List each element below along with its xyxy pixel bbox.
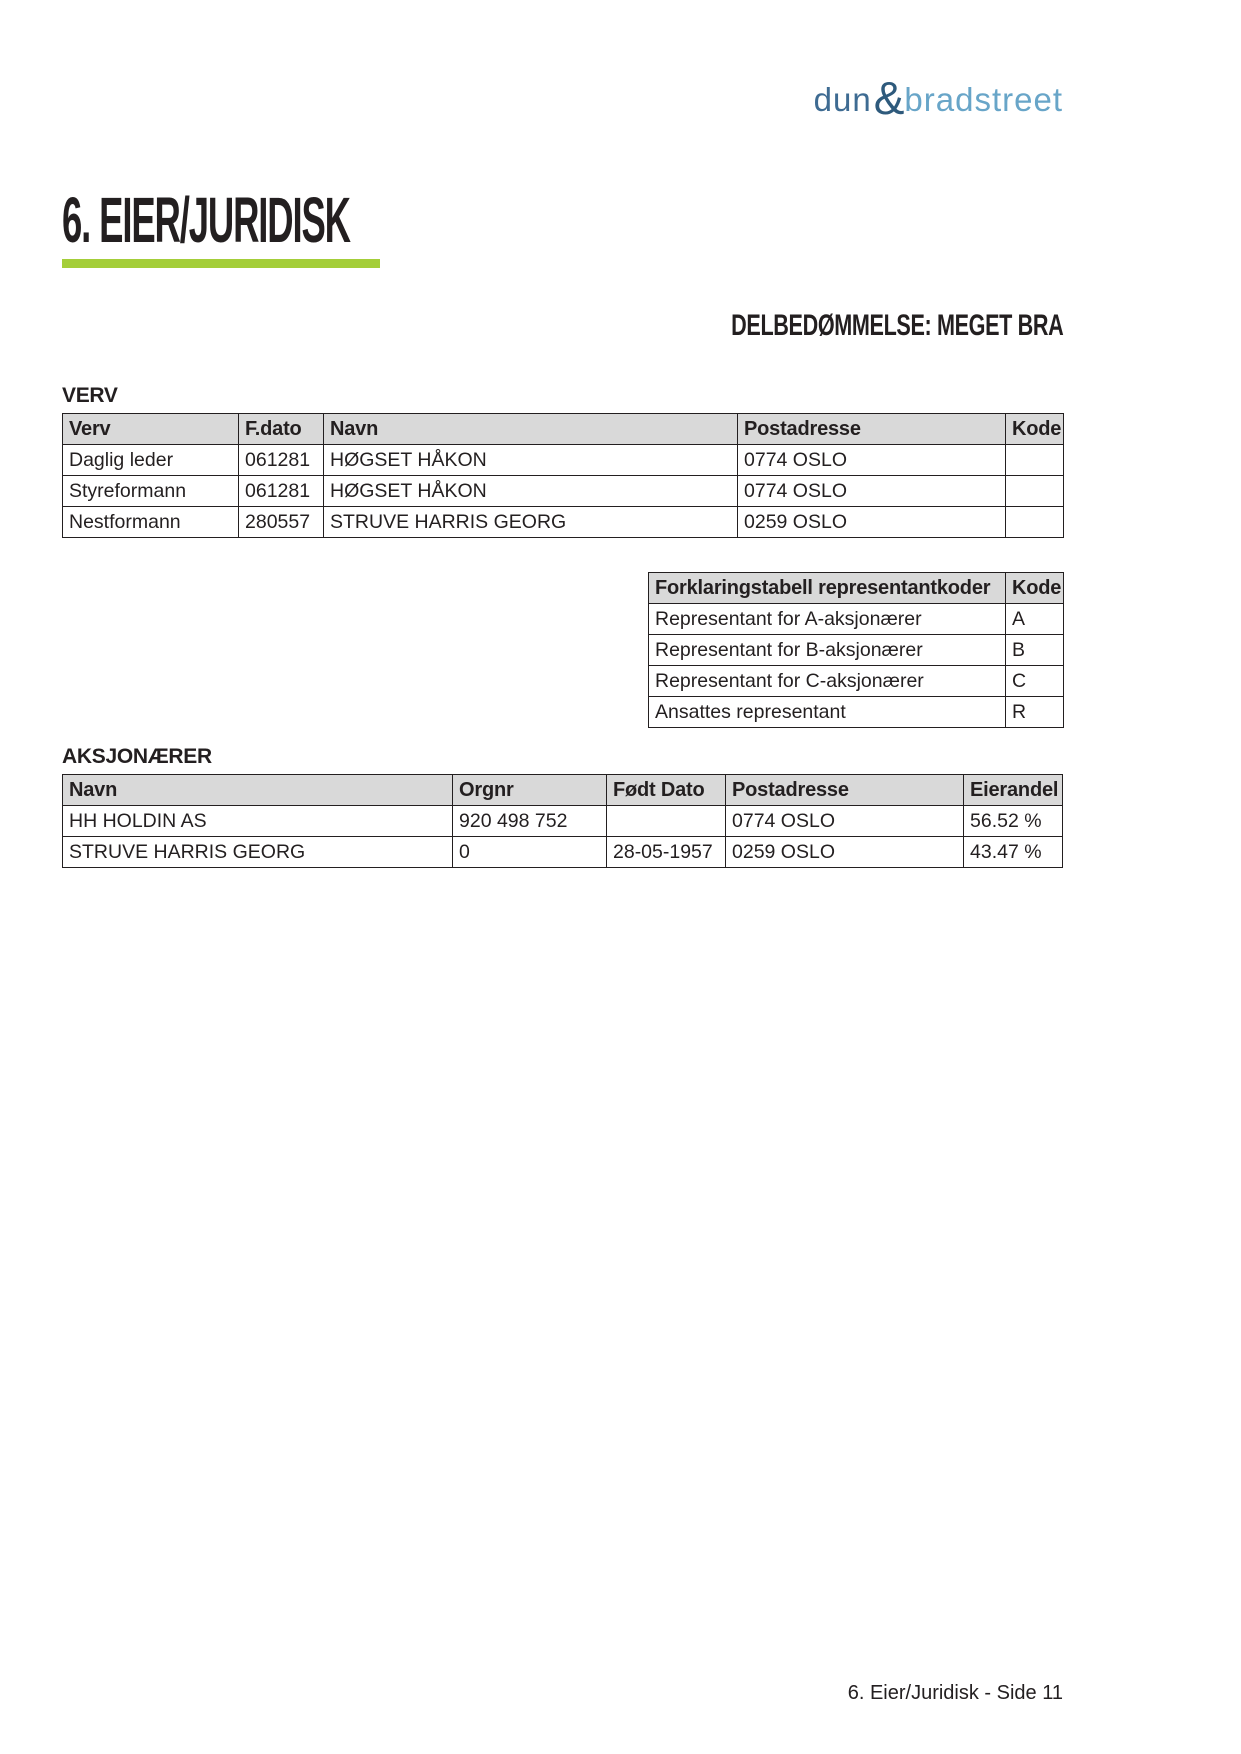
table-cell [1006,507,1064,538]
table-cell: A [1006,604,1064,635]
table-row [649,697,1064,728]
section-label-verv: VERV [62,384,118,407]
column-header: Kode [1006,573,1064,604]
table-cell: 0259 OSLO [726,837,964,868]
table-cell [1006,476,1064,507]
representative-codes-table [648,572,1064,728]
table-cell: B [1006,635,1064,666]
table-cell: 28-05-1957 [607,837,726,868]
codes-header-row [649,573,1064,604]
table-cell: 43.47 % [964,837,1063,868]
page-footer: 6. Eier/Juridisk - Side 11 [847,1682,1063,1704]
table-cell: 0774 OSLO [726,806,964,837]
table-row [63,476,1064,507]
logo-bradstreet-text: bradstreet [904,81,1063,118]
column-header: Orgnr [453,775,607,806]
table-cell: 0774 OSLO [738,445,1006,476]
column-header: Kode [1006,414,1064,445]
table-cell: HØGSET HÅKON [324,445,738,476]
column-header: Navn [324,414,738,445]
table-cell: HH HOLDIN AS [63,806,453,837]
column-header: Eierandel [964,775,1063,806]
verv-table [62,413,1064,538]
table-cell: HØGSET HÅKON [324,476,738,507]
table-cell: 0259 OSLO [738,507,1006,538]
shareholders-header-row [63,775,1063,806]
table-cell: Styreformann [63,476,239,507]
table-cell: STRUVE HARRIS GEORG [63,837,453,868]
page-title: 6. EIER/JURIDISK [62,184,350,256]
table-cell: Representant for C-aksjonærer [649,666,1006,697]
table-row [63,837,1063,868]
logo-ampersand-icon: & [873,72,906,124]
table-cell: 56.52 % [964,806,1063,837]
table-cell: Nestformann [63,507,239,538]
table-row [63,445,1064,476]
table-row [63,806,1063,837]
table-cell: 280557 [239,507,324,538]
table-cell: Representant for A-aksjonærer [649,604,1006,635]
column-header: Postadresse [738,414,1006,445]
table-cell: 0774 OSLO [738,476,1006,507]
table-cell: Representant for B-aksjonærer [649,635,1006,666]
table-cell: Ansattes representant [649,697,1006,728]
verv-header-row [63,414,1064,445]
column-header: Navn [63,775,453,806]
column-header: F.dato [239,414,324,445]
title-accent-bar [62,259,380,268]
table-cell: C [1006,666,1064,697]
column-header: Forklaringstabell representantkoder [649,573,1006,604]
table-row [649,635,1064,666]
table-cell: STRUVE HARRIS GEORG [324,507,738,538]
table-cell: 0 [453,837,607,868]
column-header: Verv [63,414,239,445]
table-cell: R [1006,697,1064,728]
table-cell: 920 498 752 [453,806,607,837]
section-label-aksjonaerer: AKSJONÆRER [62,745,212,768]
column-header: Postadresse [726,775,964,806]
table-cell: 061281 [239,445,324,476]
dun-bradstreet-logo [814,68,1063,122]
table-cell: 061281 [239,476,324,507]
table-cell [1006,445,1064,476]
table-row [649,604,1064,635]
table-row [63,507,1064,538]
shareholders-table [62,774,1063,868]
assessment-text: DELBEDØMMELSE: MEGET BRA [730,309,1063,342]
table-cell: Daglig leder [63,445,239,476]
logo-dun-text: dun [813,81,872,118]
column-header: Født Dato [607,775,726,806]
table-cell [607,806,726,837]
table-row [649,666,1064,697]
